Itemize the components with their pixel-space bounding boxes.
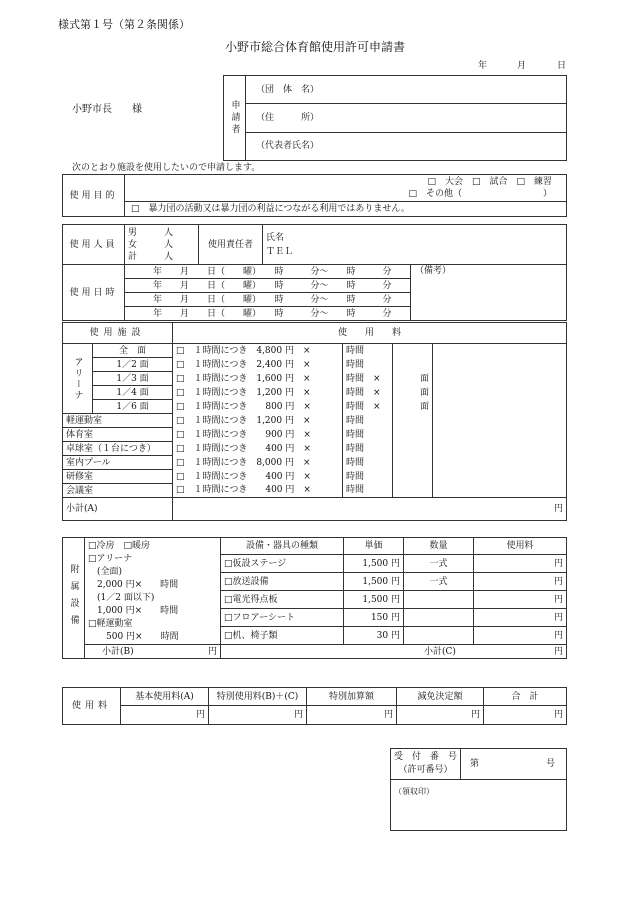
equipment-fee[interactable]: 円 [474, 573, 567, 591]
equipment-name[interactable]: □放送設備 [221, 573, 344, 591]
arena-unit: 時間 × [343, 400, 393, 414]
applicant-representative[interactable]: （代表者氏名） [246, 132, 567, 160]
applicant-address[interactable]: （住 所） [246, 104, 567, 132]
receipt-table [390, 748, 567, 831]
equipment-price: 1,500 円 [344, 573, 404, 591]
page-title: 小野市総合体育館使用許可申請書 [224, 40, 405, 54]
arena-name: 全 面 [93, 344, 173, 358]
annex-table [62, 537, 567, 659]
schedule-table [62, 264, 567, 321]
purpose-label: 使用目的 [63, 175, 125, 217]
room-rate[interactable]: □ １時間につき 400 円 × [173, 484, 343, 498]
users-male[interactable]: 男 人 [128, 227, 174, 238]
form-number: 様式第１号（第２条関係） [58, 18, 190, 31]
arena-extra: 面 [393, 400, 433, 414]
users-table [62, 224, 567, 265]
room-unit: 時間 [343, 456, 393, 470]
arena-rate[interactable]: □ １時間につき 4,800 円 × [173, 344, 343, 358]
responsible-label: 使用責任者 [199, 225, 263, 265]
arena-unit: 時間 × [343, 372, 393, 386]
arena-name: 1／3 面 [93, 372, 173, 386]
schedule-row-4[interactable]: 年 月 日（ 曜） 時 分～ 時 分 [125, 307, 411, 321]
arena-unit: 時間 [343, 344, 393, 358]
addressee: 小野市長 様 [72, 104, 142, 115]
equipment-qty[interactable]: 一式 [404, 573, 474, 591]
room-unit: 時間 [343, 442, 393, 456]
applicant-label: 申請者 [224, 76, 246, 161]
arena-unit: 時間 [343, 358, 393, 372]
subtotal-a-label: 小計(A) [63, 498, 173, 521]
fees-label: 使用料 [63, 688, 121, 725]
equipment-fee[interactable]: 円 [474, 627, 567, 645]
date-year: 年 [478, 61, 488, 71]
equipment-fee[interactable]: 円 [474, 591, 567, 609]
fee-header-addition: 特別加算額 [307, 688, 397, 706]
declaration-checkbox[interactable]: □ 暴力団の活動又は暴力団の利益につながる利用ではありません。 [125, 202, 567, 217]
annex-line[interactable]: □軽運動室 [88, 619, 133, 629]
intro-text: 次のとおり施設を使用したいので申請します。 [72, 163, 261, 173]
applicant-group-name[interactable]: （団 体 名） [246, 76, 567, 104]
purpose-table [62, 174, 567, 217]
arena-rate[interactable]: □ １時間につき 2,400 円 × [173, 358, 343, 372]
room-rate[interactable]: □ １時間につき 8,000 円 × [173, 456, 343, 470]
room-rate[interactable]: □ １時間につき 900 円 × [173, 428, 343, 442]
arena-rate[interactable]: □ １時間につき 800 円 × [173, 400, 343, 414]
arena-name: 1／2 面 [93, 358, 173, 372]
equipment-header: 数量 [404, 538, 474, 555]
purpose-other[interactable]: □ その他（ ） [408, 189, 552, 199]
remarks[interactable]: （備考） [411, 265, 567, 321]
equipment-name[interactable]: □フロアーシート [221, 609, 344, 627]
equipment-fee[interactable]: 円 [474, 609, 567, 627]
schedule-row-1[interactable]: 年 月 日（ 曜） 時 分～ 時 分 [125, 265, 411, 279]
fee-header-special: 特別使用料(B)＋(C) [209, 688, 307, 706]
arena-extra [393, 358, 433, 372]
equipment-name[interactable]: □電光得点板 [221, 591, 344, 609]
receipt-seal[interactable]: （領収印） [391, 780, 567, 831]
room-unit: 時間 [343, 470, 393, 484]
subtotal-a-value[interactable]: 円 [173, 498, 567, 521]
room-name: 体育室 [63, 428, 173, 442]
arena-rate[interactable]: □ １時間につき 1,200 円 × [173, 386, 343, 400]
fee-header: 使 用 料 [173, 323, 567, 344]
equipment-qty[interactable]: 一式 [404, 555, 474, 573]
arena-extra: 面 [393, 386, 433, 400]
room-unit: 時間 [343, 428, 393, 442]
applicant-table [223, 75, 567, 161]
room-unit: 時間 [343, 484, 393, 498]
annex-line[interactable]: 1,000 円× 時間 [88, 606, 179, 616]
equipment-qty[interactable] [404, 627, 474, 645]
annex-line[interactable]: □アリーナ [88, 554, 133, 564]
date-day: 日 [557, 61, 567, 71]
fee-summary-table [62, 687, 567, 725]
equipment-header: 設備・器具の種類 [221, 538, 344, 555]
room-name: 軽運動室 [63, 414, 173, 428]
room-name: 卓球室（１台につき） [63, 442, 173, 456]
receipt-dai: 第 [470, 759, 480, 769]
users-total[interactable]: 計 人 [128, 251, 174, 262]
equipment-price: 150 円 [344, 609, 404, 627]
users-female[interactable]: 女 人 [128, 239, 174, 250]
equipment-qty[interactable] [404, 591, 474, 609]
subtotal-b-label: 小計(B) [102, 646, 134, 657]
arena-label: アリーナ [63, 344, 93, 414]
schedule-row-2[interactable]: 年 月 日（ 曜） 時 分～ 時 分 [125, 279, 411, 293]
fee-special-value[interactable]: 円 [209, 706, 307, 725]
equipment-qty[interactable] [404, 609, 474, 627]
annex-line: (全面) [88, 567, 123, 577]
schedule-row-3[interactable]: 年 月 日（ 曜） 時 分～ 時 分 [125, 293, 411, 307]
purpose-options[interactable]: □ 大会 □ 試合 □ 練習 [427, 177, 552, 187]
annex-line[interactable]: 500 円× 時間 [88, 632, 179, 642]
fee-header-total: 合 計 [484, 688, 567, 706]
date-month: 月 [517, 61, 527, 71]
receipt-permit-label: （許可番号） [398, 765, 453, 775]
equipment-price: 1,500 円 [344, 591, 404, 609]
equipment-name[interactable]: □机、椅子類 [221, 627, 344, 645]
arena-name: 1／4 面 [93, 386, 173, 400]
fee-header-basic: 基本使用料(A) [121, 688, 209, 706]
receipt-go: 号 [545, 759, 555, 769]
equipment-price: 30 円 [344, 627, 404, 645]
room-rate[interactable]: □ １時間につき 400 円 × [173, 442, 343, 456]
fee-reduction-value[interactable]: 円 [397, 706, 484, 725]
room-name: 研修室 [63, 470, 173, 484]
facility-header: 使用施設 [63, 323, 173, 344]
room-rate[interactable]: □ １時間につき 1,200 円 × [173, 414, 343, 428]
fee-total-value[interactable]: 円 [484, 706, 567, 725]
annex-line[interactable]: □冷房 □暖房 [88, 541, 151, 551]
subtotal-c-value[interactable]: 円 [553, 646, 563, 657]
subtotal-c-label: 小計(C) [424, 646, 456, 657]
annex-line: (1／2 面以下) [88, 593, 155, 603]
arena-extra: 面 [393, 372, 433, 386]
arena-rate[interactable]: □ １時間につき 1,600 円 × [173, 372, 343, 386]
equipment-header: 単価 [344, 538, 404, 555]
arena-unit: 時間 × [343, 386, 393, 400]
arena-name: 1／6 面 [93, 400, 173, 414]
room-unit: 時間 [343, 414, 393, 428]
equipment-header: 使用料 [474, 538, 567, 555]
room-name: 室内プール [63, 456, 173, 470]
facility-table [62, 322, 567, 521]
equipment-price: 1,500 円 [344, 555, 404, 573]
responsible-name[interactable]: 氏名 [266, 233, 285, 243]
equipment-name[interactable]: □仮設ステージ [221, 555, 344, 573]
annex-label: 附属設備 [63, 538, 85, 659]
equipment-fee[interactable]: 円 [474, 555, 567, 573]
receipt-number-label: 受 付 番 号 [394, 752, 458, 762]
annex-line[interactable]: 2,000 円× 時間 [88, 580, 179, 590]
fee-basic-value[interactable]: 円 [121, 706, 209, 725]
subtotal-b-value[interactable]: 円 [207, 646, 217, 657]
fee-addition-value[interactable]: 円 [307, 706, 397, 725]
schedule-label: 使用日時 [63, 265, 125, 321]
responsible-tel[interactable]: ＴＥＬ [266, 247, 294, 257]
users-label: 使用人員 [63, 225, 125, 265]
fee-header-reduction: 減免決定額 [397, 688, 484, 706]
arena-extra [393, 344, 433, 358]
room-rate[interactable]: □ １時間につき 400 円 × [173, 470, 343, 484]
room-name: 会議室 [63, 484, 173, 498]
